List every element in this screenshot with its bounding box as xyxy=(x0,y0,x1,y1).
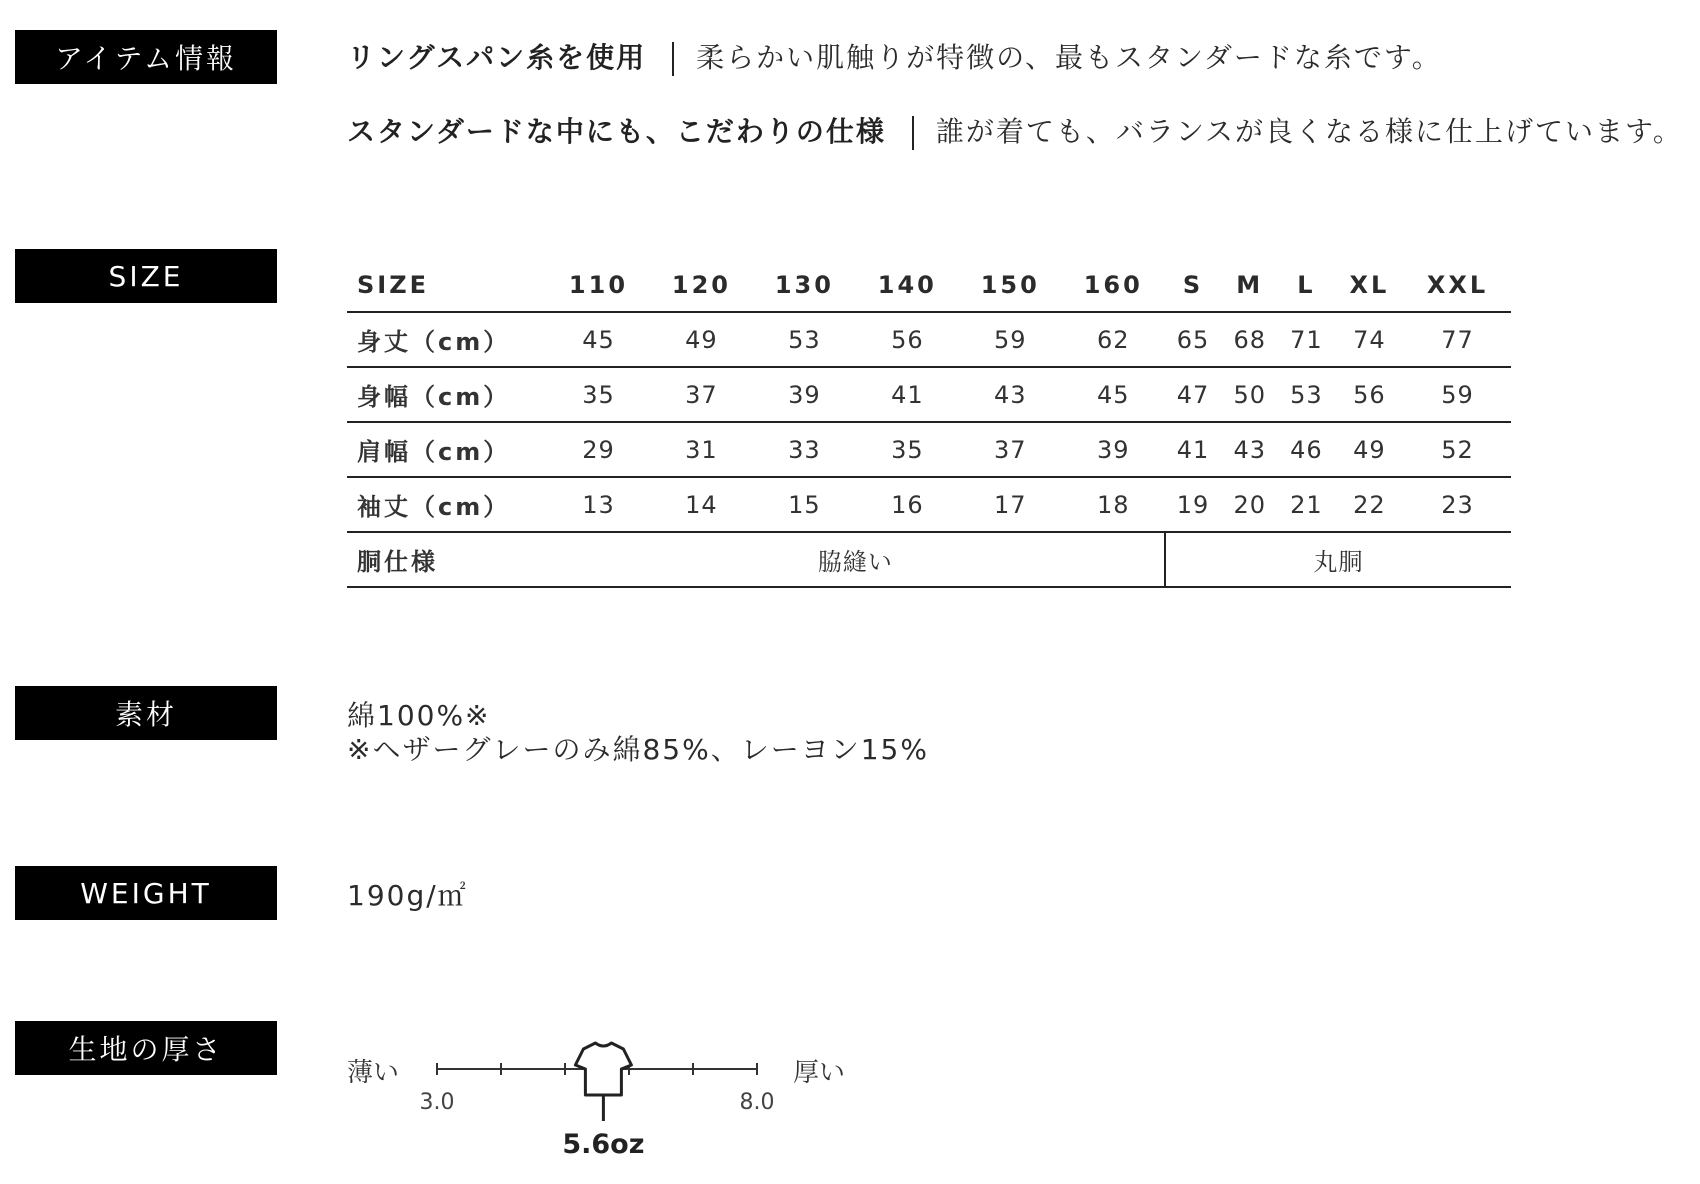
row-label: 肩幅（cm） xyxy=(357,438,511,466)
table-cell: 22 xyxy=(1353,490,1386,519)
size-table xyxy=(347,258,1511,588)
item-info-title: スタンダードな中にも、こだわりの仕様 xyxy=(347,115,886,148)
table-cell: 50 xyxy=(1233,380,1267,409)
size-col-120: 120 xyxy=(671,270,731,299)
size-col-160: 160 xyxy=(1083,270,1143,299)
divider xyxy=(672,42,674,76)
table-cell: 45 xyxy=(1096,380,1130,409)
table-cell: 43 xyxy=(1233,435,1267,464)
material-label: 素材 xyxy=(15,686,277,740)
table-cell: 59 xyxy=(994,325,1027,354)
tshirt-icon xyxy=(575,1043,631,1095)
item-info-line-1 xyxy=(347,36,1442,76)
table-cell: 37 xyxy=(685,380,718,409)
table-cell: 47 xyxy=(1176,380,1210,409)
table-cell: 62 xyxy=(1096,325,1130,354)
item-info-desc: 柔らかい肌触りが特徴の、最もスタンダードな糸です。 xyxy=(696,41,1442,74)
body-spec-adult: 丸胴 xyxy=(1313,548,1364,576)
table-cell: 71 xyxy=(1290,325,1323,354)
table-cell: 65 xyxy=(1176,325,1210,354)
size-col-150: 150 xyxy=(980,270,1040,299)
table-cell: 43 xyxy=(994,380,1027,409)
weight-label: WEIGHT xyxy=(15,866,277,920)
item-info-desc: 誰が着ても、バランスが良くなる様に仕上げています。 xyxy=(935,115,1683,148)
table-cell: 35 xyxy=(891,435,924,464)
table-cell: 15 xyxy=(788,490,821,519)
size-col-xxl: XXL xyxy=(1426,270,1489,299)
table-cell: 33 xyxy=(788,435,821,464)
size-table-header xyxy=(347,258,1511,312)
body-spec-kids: 脇縫い xyxy=(547,532,1165,587)
thick-label: 厚い xyxy=(793,1058,846,1088)
size-col-130: 130 xyxy=(774,270,834,299)
material-line-1: 綿100%※ xyxy=(347,699,491,732)
item-info-title: リングスパン糸を使用 xyxy=(347,41,647,74)
table-cell: 56 xyxy=(891,325,924,354)
table-cell: 17 xyxy=(994,490,1027,519)
min-label: 3.0 xyxy=(419,1090,455,1115)
table-cell: 41 xyxy=(1176,435,1210,464)
size-col-xl: XL xyxy=(1349,270,1390,299)
size-col-110: 110 xyxy=(568,270,629,299)
table-cell: 35 xyxy=(582,380,615,409)
table-cell: 53 xyxy=(1290,380,1323,409)
table-cell: 19 xyxy=(1176,490,1210,519)
table-row xyxy=(347,312,1511,367)
table-cell: 77 xyxy=(1441,325,1474,354)
table-cell: 45 xyxy=(582,325,615,354)
table-row-body-spec xyxy=(347,532,1511,587)
table-cell: 68 xyxy=(1233,325,1267,354)
table-cell: 46 xyxy=(1290,435,1323,464)
table-cell: 23 xyxy=(1441,490,1474,519)
table-cell: 49 xyxy=(685,325,718,354)
material-line-2: ※ヘザーグレーのみ綿85%、レーヨン15% xyxy=(347,733,929,766)
table-cell: 39 xyxy=(1096,435,1130,464)
row-label: 身丈（cm） xyxy=(357,328,511,356)
max-label: 8.0 xyxy=(739,1090,775,1115)
table-cell: 53 xyxy=(788,325,821,354)
row-label: 胴仕様 xyxy=(357,548,438,576)
table-cell: 29 xyxy=(582,435,615,464)
table-cell: 20 xyxy=(1233,490,1267,519)
item-info-label: アイテム情報 xyxy=(15,30,277,84)
table-cell: 39 xyxy=(788,380,821,409)
table-cell: 18 xyxy=(1096,490,1130,519)
divider xyxy=(912,116,914,150)
table-cell: 37 xyxy=(994,435,1027,464)
size-header-label: SIZE xyxy=(357,270,430,299)
size-col-m: M xyxy=(1236,270,1264,299)
table-cell: 21 xyxy=(1290,490,1323,519)
thickness-label: 生地の厚さ xyxy=(15,1021,277,1075)
item-info-line-2 xyxy=(347,110,1683,150)
size-label: SIZE xyxy=(15,249,277,303)
size-col-l: L xyxy=(1297,270,1316,299)
table-row xyxy=(347,367,1511,422)
table-cell: 59 xyxy=(1441,380,1474,409)
thin-label: 薄い xyxy=(347,1058,400,1088)
size-col-s: S xyxy=(1182,270,1204,299)
table-cell: 41 xyxy=(891,380,924,409)
row-label: 身幅（cm） xyxy=(357,383,511,411)
table-cell: 31 xyxy=(685,435,718,464)
table-cell: 56 xyxy=(1353,380,1386,409)
thickness-gauge xyxy=(347,1010,867,1170)
value-marker xyxy=(562,1043,644,1160)
table-cell: 52 xyxy=(1441,435,1474,464)
table-cell: 74 xyxy=(1353,325,1386,354)
table-row xyxy=(347,477,1511,532)
table-cell: 14 xyxy=(685,490,718,519)
row-label: 袖丈（cm） xyxy=(357,493,511,521)
table-row xyxy=(347,422,1511,477)
size-col-140: 140 xyxy=(877,270,937,299)
table-cell: 16 xyxy=(891,490,924,519)
value-label: 5.6oz xyxy=(562,1129,645,1160)
weight-value: 190g/㎡ xyxy=(347,879,468,912)
table-cell: 13 xyxy=(582,490,615,519)
table-cell: 49 xyxy=(1353,435,1386,464)
